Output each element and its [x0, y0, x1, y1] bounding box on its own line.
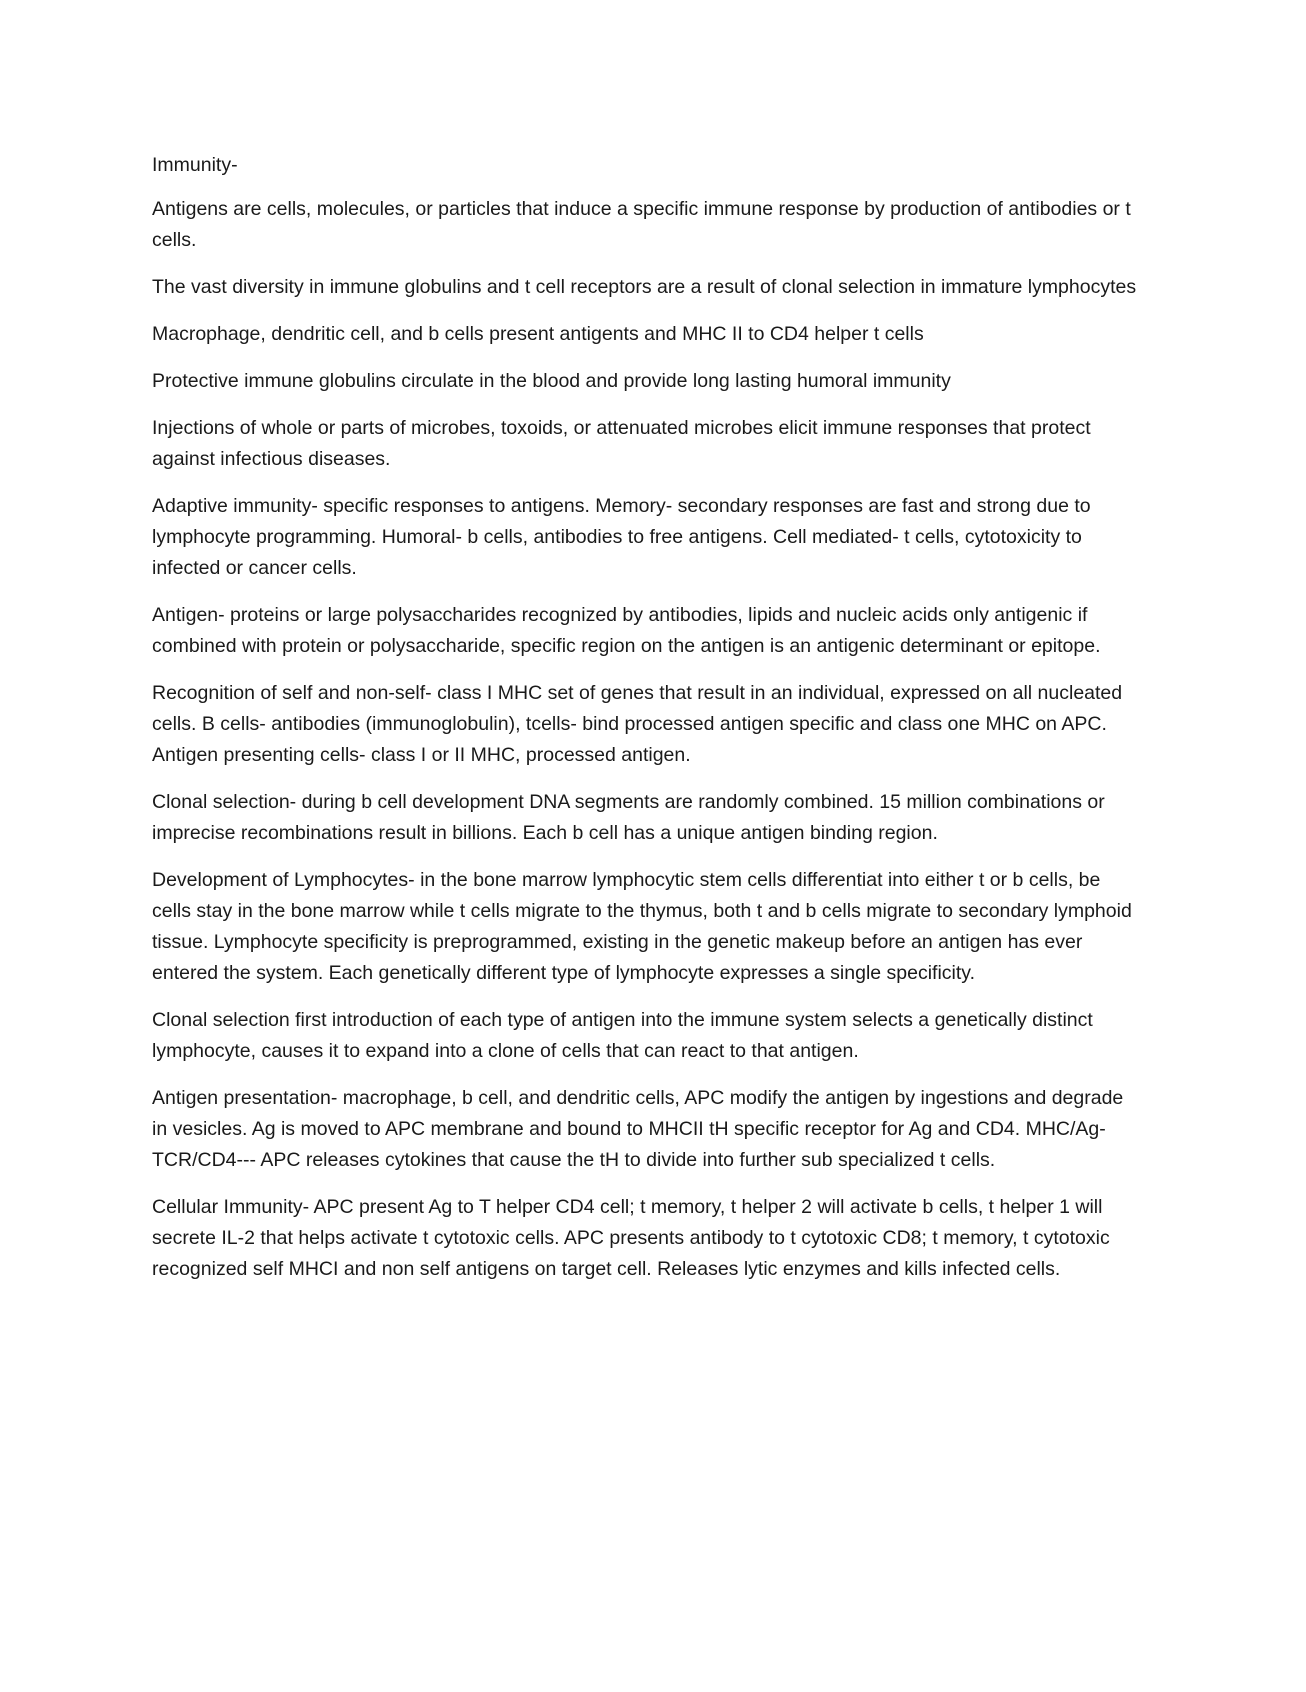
paragraph-adaptive-immunity: Adaptive immunity- specific responses to antigens. Memory- secondary responses are fast and strong due to lymphocyte programming. Humoral- b cells, antibodies to free antigens. Cell mediated- t cells, cytotoxicity to infected or cancer cells.: [152, 495, 1091, 579]
paragraph-clonal-selection-intro: Clonal selection first introduction of each type of antigen into the immune system selects a genetically distinct lymphocyte, causes it to expand into a clone of cells that can react to that antigen.: [152, 1009, 1093, 1062]
paragraph-antigen-definition: Antigen- proteins or large polysaccharides recognized by antibodies, lipids and nucleic acids only antigenic if combined with protein or polysaccharide, specific region on the antigen is an antigenic determinant or epitope.: [152, 604, 1101, 657]
document-body: [152, 150, 1142, 1301]
paragraph-diversity: The vast diversity in immune globulins and t cell receptors are a result of clonal selection in immature lymphocytes: [152, 276, 1137, 298]
paragraph-injections: Injections of whole or parts of microbes, toxoids, or attenuated microbes elicit immune responses that protect against infectious diseases.: [152, 417, 1091, 470]
paragraph-protective-globulins: Protective immune globulins circulate in the blood and provide long lasting humoral immunity: [152, 370, 951, 392]
paragraph-lymphocyte-development: Development of Lymphocytes- in the bone marrow lymphocytic stem cells differentiat into either t or b cells, be cells stay in the bone marrow while t cells migrate to the thymus, both t and b cells migrate to secondary lymphoid tissue. Lymphocyte specificity is preprogrammed, existing in the genetic makeup before an antigen has ever entered the system. Each genetically different type of lymphocyte expresses a single specificity.: [152, 869, 1132, 984]
paragraph-clonal-selection: Clonal selection- during b cell development DNA segments are randomly combined. 15 million combinations or imprecise recombinations result in billions. Each b cell has a unique antigen binding region.: [152, 791, 1105, 844]
paragraph-antigen-presentation: Antigen presentation- macrophage, b cell, and dendritic cells, APC modify the antigen by ingestions and degrade in vesicles. Ag is moved to APC membrane and bound to MHCII tH specific receptor for Ag and CD4. MHC/Ag-TCR/CD4--- APC releases cytokines that cause the tH to divide into further sub specialized t cells.: [152, 1087, 1124, 1171]
paragraph-cellular-immunity: Cellular Immunity- APC present Ag to T helper CD4 cell; t memory, t helper 2 will activate b cells, t helper 1 will secrete IL-2 that helps activate t cytotoxic cells. APC presents antibody to t cytotoxic CD8; t memory, t cytotoxic recognized self MHCI and non self antigens on target cell. Releases lytic enzymes and kills infected cells.: [152, 1196, 1110, 1280]
document-title: Immunity-: [152, 154, 238, 176]
paragraph-macrophage: Macrophage, dendritic cell, and b cells present antigents and MHC II to CD4 helper t cells: [152, 323, 924, 345]
paragraph-antigens: Antigens are cells, molecules, or particles that induce a specific immune response by production of antibodies or t cells.: [152, 198, 1131, 251]
paragraph-self-recognition: Recognition of self and non-self- class I MHC set of genes that result in an individual, expressed on all nucleated cells. B cells- antibodies (immunoglobulin), tcells- bind processed antigen specific and class one MHC on APC. Antigen presenting cells- class I or II MHC, processed antigen.: [152, 682, 1123, 766]
